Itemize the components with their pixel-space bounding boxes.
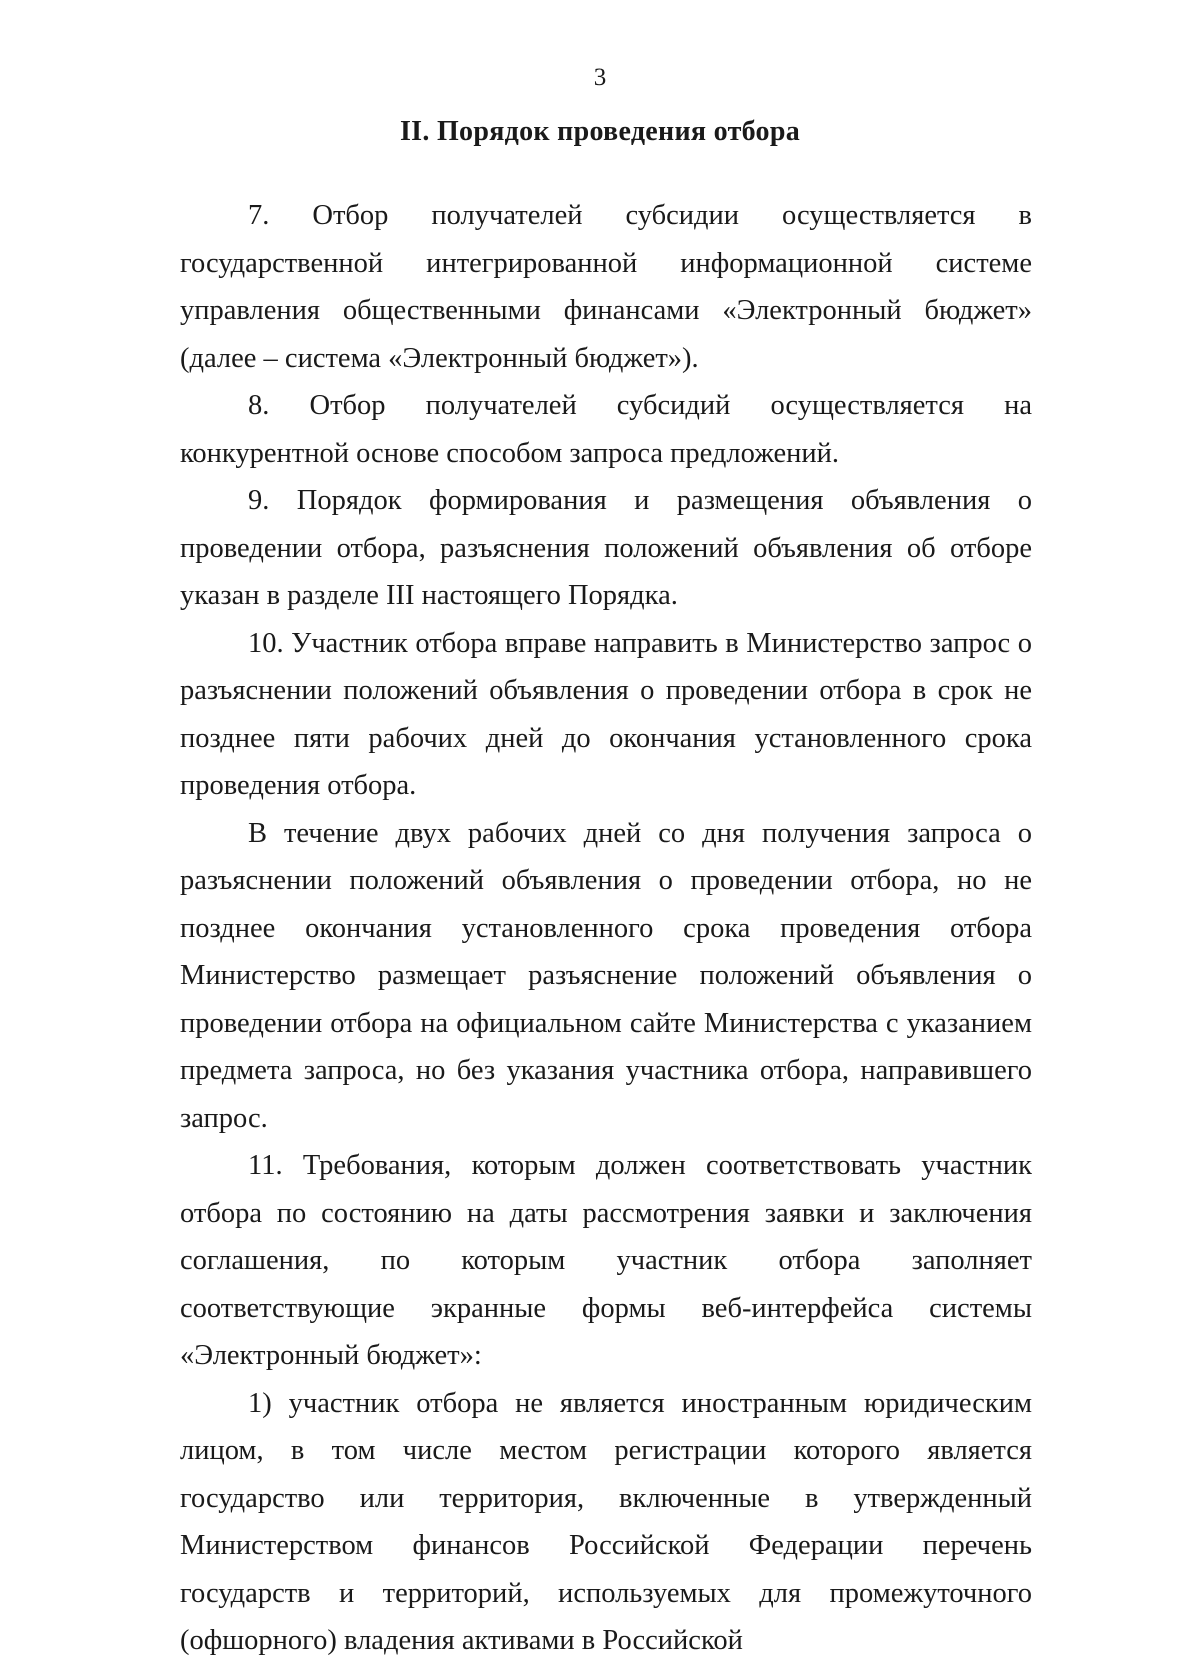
section-title: II. Порядок проведения отбора: [399, 116, 801, 147]
paragraph-10-continuation: В течение двух рабочих дней со дня получения запроса о разъяснении положений объявления о проведении отбора, но не позднее окончания установленного срока проведения отбора Министерство размещает разъяснение положений объявления о проведении отбора на официальном сайте Министерства с указанием предмета запроса, но без указания участника отбора, направившего запрос.: [180, 817, 1032, 1134]
page-number: 3: [593, 64, 607, 91]
paragraph-10: 10. Участник отбора вправе направить в Министерство запрос о разъяснении положений объявления о проведении отбора в срок не позднее пяти рабочих дней до окончания установленного срока проведения отбора.: [180, 627, 1032, 801]
paragraph-11: 11. Требования, которым должен соответствовать участник отбора по состоянию на даты рассмотрения заявки и заключения соглашения, по которым участник отбора заполняет соответствующие экранные формы веб-интерфейса системы «Электронный бюджет»:: [180, 1150, 1032, 1371]
paragraph-7: 7. Отбор получателей субсидии осуществляется в государственной интегрированной информационной системе управления общественными финансами «Электронный бюджет» (далее – система «Электронный бюджет»).: [180, 200, 1032, 374]
document-body: [180, 192, 1032, 1665]
paragraph-9: 9. Порядок формирования и размещения объявления о проведении отбора, разъяснения положений объявления об отборе указан в разделе III настоящего Порядка.: [180, 485, 1032, 611]
paragraph-11-item-1: 1) участник отбора не является иностранным юридическим лицом, в том числе местом регистрации которого является государство или территория, включенные в утвержденный Министерством финансов Российской Федерации перечень государств и территорий, используемых для промежуточного (офшорного) владения активами в Российской: [180, 1387, 1032, 1656]
paragraph-8: 8. Отбор получателей субсидий осуществляется на конкурентной основе способом запроса предложений.: [180, 390, 1032, 469]
